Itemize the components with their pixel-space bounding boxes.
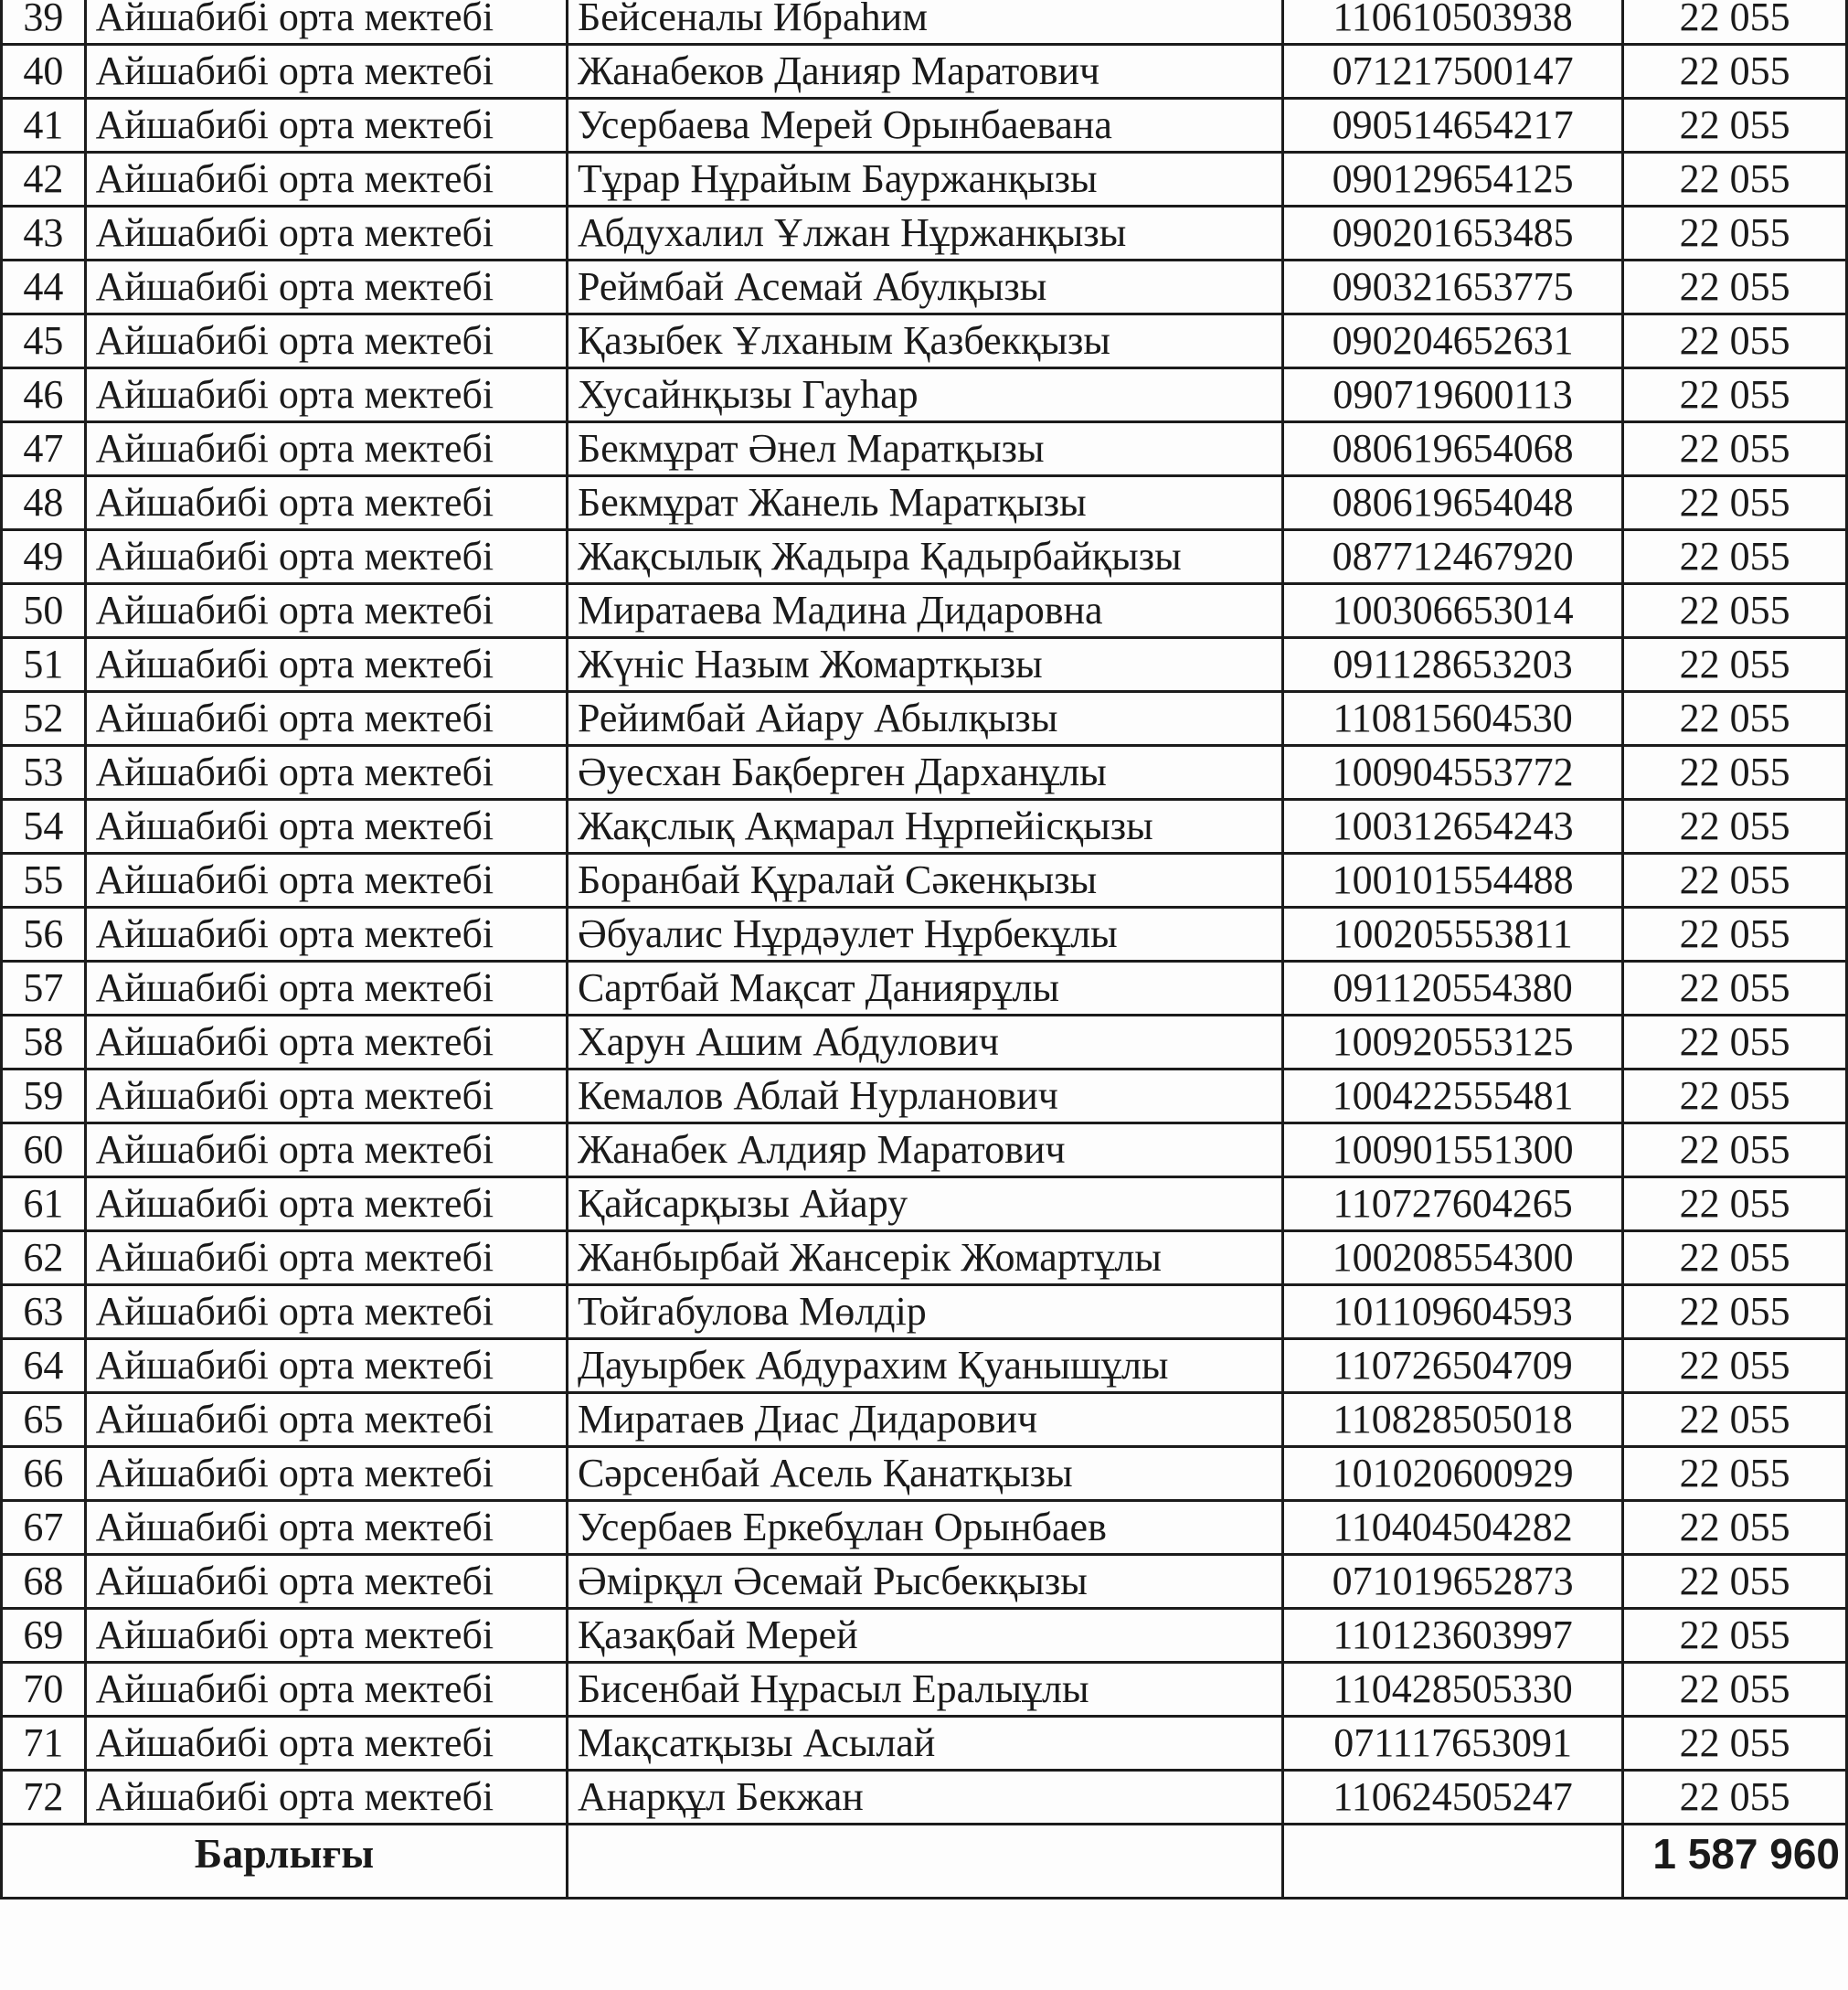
table-row	[2, 0, 1847, 45]
table-row	[2, 1069, 1847, 1123]
row-number: 67	[2, 1501, 86, 1555]
table-row	[2, 1717, 1847, 1771]
payment-amount: 22 055	[1623, 1393, 1847, 1447]
table-row	[2, 1123, 1847, 1177]
student-name: Усербаев Еркебұлан Орынбаев	[567, 1501, 1282, 1555]
payment-amount: 22 055	[1623, 1555, 1847, 1609]
row-number: 40	[2, 45, 86, 99]
payment-amount: 22 055	[1623, 99, 1847, 153]
student-name: Бекмұрат Әнел Маратқызы	[567, 422, 1282, 476]
student-name: Жүніс Назым Жомартқызы	[567, 638, 1282, 692]
student-iin: 110828505018	[1283, 1393, 1623, 1447]
row-number: 45	[2, 314, 86, 368]
school-name: Айшабибі орта мектебі	[85, 368, 567, 422]
student-iin: 100312654243	[1283, 800, 1623, 854]
student-iin: 100306653014	[1283, 584, 1623, 638]
row-number: 50	[2, 584, 86, 638]
school-name: Айшабибі орта мектебі	[85, 1393, 567, 1447]
student-name: Әуесхан Бақберген Дарханұлы	[567, 746, 1282, 800]
student-name: Бисенбай Нұрасыл Ералыұлы	[567, 1663, 1282, 1717]
payment-amount: 22 055	[1623, 1609, 1847, 1663]
student-name: Анарқұл Бекжан	[567, 1771, 1282, 1825]
student-iin: 101109604593	[1283, 1285, 1623, 1339]
row-number: 46	[2, 368, 86, 422]
row-number: 53	[2, 746, 86, 800]
school-name: Айшабибі орта мектебі	[85, 1231, 567, 1285]
row-number: 51	[2, 638, 86, 692]
student-name: Кемалов Аблай Нурланович	[567, 1069, 1282, 1123]
row-number: 64	[2, 1339, 86, 1393]
table-row	[2, 800, 1847, 854]
student-name: Боранбай Құралай Сәкенқызы	[567, 854, 1282, 908]
table-row	[2, 692, 1847, 746]
student-iin: 100904553772	[1283, 746, 1623, 800]
student-name: Миратаева Мадина Дидаровна	[567, 584, 1282, 638]
payment-amount: 22 055	[1623, 1123, 1847, 1177]
payment-amount: 22 055	[1623, 800, 1847, 854]
payment-amount: 22 055	[1623, 1285, 1847, 1339]
student-name: Харун Ашим Абдулович	[567, 1016, 1282, 1069]
total-empty-name-cell	[567, 1825, 1282, 1899]
row-number: 71	[2, 1717, 86, 1771]
student-name: Усербаева Мерей Орынбаевана	[567, 99, 1282, 153]
table-row	[2, 908, 1847, 962]
school-name: Айшабибі орта мектебі	[85, 1177, 567, 1231]
student-iin: 071217500147	[1283, 45, 1623, 99]
row-number: 49	[2, 530, 86, 584]
table-row	[2, 638, 1847, 692]
row-number: 41	[2, 99, 86, 153]
school-name: Айшабибі орта мектебі	[85, 530, 567, 584]
table-row	[2, 153, 1847, 207]
student-iin: 087712467920	[1283, 530, 1623, 584]
row-number: 39	[2, 0, 86, 45]
payment-amount: 22 055	[1623, 638, 1847, 692]
row-number: 62	[2, 1231, 86, 1285]
total-label: Барлығы	[2, 1825, 568, 1899]
student-name: Миратаев Диас Дидарович	[567, 1393, 1282, 1447]
school-name: Айшабибі орта мектебі	[85, 1555, 567, 1609]
payment-amount: 22 055	[1623, 1069, 1847, 1123]
table-row	[2, 1393, 1847, 1447]
school-name: Айшабибі орта мектебі	[85, 1447, 567, 1501]
row-number: 70	[2, 1663, 86, 1717]
school-name: Айшабибі орта мектебі	[85, 207, 567, 261]
school-name: Айшабибі орта мектебі	[85, 1016, 567, 1069]
row-number: 57	[2, 962, 86, 1016]
payment-amount: 22 055	[1623, 1717, 1847, 1771]
table-row	[2, 1231, 1847, 1285]
school-name: Айшабибі орта мектебі	[85, 746, 567, 800]
school-name: Айшабибі орта мектебі	[85, 1771, 567, 1825]
student-name: Әбуалис Нұрдәулет Нұрбекұлы	[567, 908, 1282, 962]
payment-amount: 22 055	[1623, 1339, 1847, 1393]
student-name: Тұрар Нұрайым Бауржанқызы	[567, 153, 1282, 207]
table-row	[2, 314, 1847, 368]
school-name: Айшабибі орта мектебі	[85, 0, 567, 45]
student-name: Қазыбек Ұлханым Қазбекқызы	[567, 314, 1282, 368]
school-name: Айшабибі орта мектебі	[85, 962, 567, 1016]
payment-amount: 22 055	[1623, 746, 1847, 800]
school-name: Айшабибі орта мектебі	[85, 45, 567, 99]
student-iin: 090201653485	[1283, 207, 1623, 261]
school-name: Айшабибі орта мектебі	[85, 584, 567, 638]
school-name: Айшабибі орта мектебі	[85, 1501, 567, 1555]
table-row	[2, 1177, 1847, 1231]
table-row	[2, 962, 1847, 1016]
student-iin: 071117653091	[1283, 1717, 1623, 1771]
student-name: Абдухалил Ұлжан Нұржанқызы	[567, 207, 1282, 261]
table-row	[2, 746, 1847, 800]
student-iin: 091120554380	[1283, 962, 1623, 1016]
student-iin: 090719600113	[1283, 368, 1623, 422]
payment-amount: 22 055	[1623, 530, 1847, 584]
row-number: 63	[2, 1285, 86, 1339]
student-name: Реймбай Асемай Абулқызы	[567, 261, 1282, 314]
school-name: Айшабибі орта мектебі	[85, 1123, 567, 1177]
table-row	[2, 368, 1847, 422]
table-row	[2, 1339, 1847, 1393]
table-row	[2, 1447, 1847, 1501]
student-iin: 100901551300	[1283, 1123, 1623, 1177]
student-iin: 090514654217	[1283, 99, 1623, 153]
row-number: 44	[2, 261, 86, 314]
payment-amount: 22 055	[1623, 476, 1847, 530]
payment-amount: 22 055	[1623, 962, 1847, 1016]
school-name: Айшабибі орта мектебі	[85, 908, 567, 962]
student-iin: 090129654125	[1283, 153, 1623, 207]
payment-amount: 22 055	[1623, 153, 1847, 207]
student-name: Мақсатқызы Асылай	[567, 1717, 1282, 1771]
row-number: 43	[2, 207, 86, 261]
student-name: Сартбай Мақсат Даниярұлы	[567, 962, 1282, 1016]
table-row	[2, 1016, 1847, 1069]
school-name: Айшабибі орта мектебі	[85, 1339, 567, 1393]
table-row	[2, 530, 1847, 584]
school-name: Айшабибі орта мектебі	[85, 1717, 567, 1771]
table-row	[2, 476, 1847, 530]
student-iin: 100101554488	[1283, 854, 1623, 908]
row-number: 42	[2, 153, 86, 207]
total-empty-id-cell	[1283, 1825, 1623, 1899]
row-number: 58	[2, 1016, 86, 1069]
payment-amount: 22 055	[1623, 854, 1847, 908]
table-row	[2, 422, 1847, 476]
table-row	[2, 1663, 1847, 1717]
row-number: 48	[2, 476, 86, 530]
school-name: Айшабибі орта мектебі	[85, 1069, 567, 1123]
student-iin: 110123603997	[1283, 1609, 1623, 1663]
table-row	[2, 261, 1847, 314]
row-number: 60	[2, 1123, 86, 1177]
student-iin: 100205553811	[1283, 908, 1623, 962]
row-number: 47	[2, 422, 86, 476]
school-name: Айшабибі орта мектебі	[85, 800, 567, 854]
payment-amount: 22 055	[1623, 314, 1847, 368]
student-iin: 091128653203	[1283, 638, 1623, 692]
school-name: Айшабибі орта мектебі	[85, 476, 567, 530]
student-iin: 080619654048	[1283, 476, 1623, 530]
school-name: Айшабибі орта мектебі	[85, 1285, 567, 1339]
payment-amount: 22 055	[1623, 368, 1847, 422]
student-iin: 090204652631	[1283, 314, 1623, 368]
table-row	[2, 99, 1847, 153]
table-body	[2, 0, 1847, 1825]
total-amount: 1 587 960	[1623, 1825, 1847, 1899]
student-name: Қазақбай Мерей	[567, 1609, 1282, 1663]
row-number: 59	[2, 1069, 86, 1123]
student-iin: 100422555481	[1283, 1069, 1623, 1123]
school-name: Айшабибі орта мектебі	[85, 99, 567, 153]
payment-amount: 22 055	[1623, 908, 1847, 962]
payment-amount: 22 055	[1623, 1501, 1847, 1555]
school-name: Айшабибі орта мектебі	[85, 638, 567, 692]
row-number: 61	[2, 1177, 86, 1231]
student-name: Жанабек Алдияр Маратович	[567, 1123, 1282, 1177]
student-name: Әмірқұл Әсемай Рысбекқызы	[567, 1555, 1282, 1609]
student-iin: 110815604530	[1283, 692, 1623, 746]
table-row	[2, 854, 1847, 908]
student-iin: 110610503938	[1283, 0, 1623, 45]
payment-amount: 22 055	[1623, 0, 1847, 45]
table-row	[2, 1555, 1847, 1609]
total-row	[2, 1825, 1847, 1899]
table-row	[2, 207, 1847, 261]
student-iin: 080619654068	[1283, 422, 1623, 476]
table-row	[2, 1771, 1847, 1825]
student-name: Жақсылық Жадыра Қадырбайқызы	[567, 530, 1282, 584]
student-iin: 071019652873	[1283, 1555, 1623, 1609]
payment-amount: 22 055	[1623, 1447, 1847, 1501]
school-name: Айшабибі орта мектебі	[85, 692, 567, 746]
student-name: Сәрсенбай Асель Қанатқызы	[567, 1447, 1282, 1501]
student-name: Дауырбек Абдурахим Қуанышұлы	[567, 1339, 1282, 1393]
student-iin: 110428505330	[1283, 1663, 1623, 1717]
table-row	[2, 1501, 1847, 1555]
table-row	[2, 1285, 1847, 1339]
student-iin: 110404504282	[1283, 1501, 1623, 1555]
payment-amount: 22 055	[1623, 1771, 1847, 1825]
student-name: Жақслық Ақмарал Нұрпейісқызы	[567, 800, 1282, 854]
payment-amount: 22 055	[1623, 1663, 1847, 1717]
row-number: 72	[2, 1771, 86, 1825]
student-name: Жанбырбай Жансерік Жомартұлы	[567, 1231, 1282, 1285]
student-iin: 110727604265	[1283, 1177, 1623, 1231]
table-row	[2, 45, 1847, 99]
student-name: Хусайнқызы Гауһар	[567, 368, 1282, 422]
school-name: Айшабибі орта мектебі	[85, 422, 567, 476]
student-iin: 100208554300	[1283, 1231, 1623, 1285]
payment-amount: 22 055	[1623, 1231, 1847, 1285]
payment-amount: 22 055	[1623, 584, 1847, 638]
school-name: Айшабибі орта мектебі	[85, 314, 567, 368]
student-iin: 101020600929	[1283, 1447, 1623, 1501]
student-name: Рейимбай Айару Абылқызы	[567, 692, 1282, 746]
student-name: Бейсеналы Ибраhим	[567, 0, 1282, 45]
student-iin: 100920553125	[1283, 1016, 1623, 1069]
payment-amount: 22 055	[1623, 422, 1847, 476]
student-iin: 110726504709	[1283, 1339, 1623, 1393]
payment-amount: 22 055	[1623, 45, 1847, 99]
student-name: Қайсарқызы Айару	[567, 1177, 1282, 1231]
school-name: Айшабибі орта мектебі	[85, 854, 567, 908]
table-row	[2, 584, 1847, 638]
school-name: Айшабибі орта мектебі	[85, 1663, 567, 1717]
payment-amount: 22 055	[1623, 1016, 1847, 1069]
student-name: Жанабеков Данияр Маратович	[567, 45, 1282, 99]
school-name: Айшабибі орта мектебі	[85, 153, 567, 207]
row-number: 55	[2, 854, 86, 908]
school-name: Айшабибі орта мектебі	[85, 1609, 567, 1663]
row-number: 65	[2, 1393, 86, 1447]
payment-amount: 22 055	[1623, 692, 1847, 746]
row-number: 68	[2, 1555, 86, 1609]
student-iin: 090321653775	[1283, 261, 1623, 314]
row-number: 66	[2, 1447, 86, 1501]
payment-amount: 22 055	[1623, 1177, 1847, 1231]
student-name: Бекмұрат Жанель Маратқызы	[567, 476, 1282, 530]
row-number: 56	[2, 908, 86, 962]
payment-amount: 22 055	[1623, 261, 1847, 314]
table-row	[2, 1609, 1847, 1663]
row-number: 69	[2, 1609, 86, 1663]
student-iin: 110624505247	[1283, 1771, 1623, 1825]
row-number: 54	[2, 800, 86, 854]
row-number: 52	[2, 692, 86, 746]
school-name: Айшабибі орта мектебі	[85, 261, 567, 314]
payment-amount: 22 055	[1623, 207, 1847, 261]
student-name: Тойгабулова Мөлдір	[567, 1285, 1282, 1339]
